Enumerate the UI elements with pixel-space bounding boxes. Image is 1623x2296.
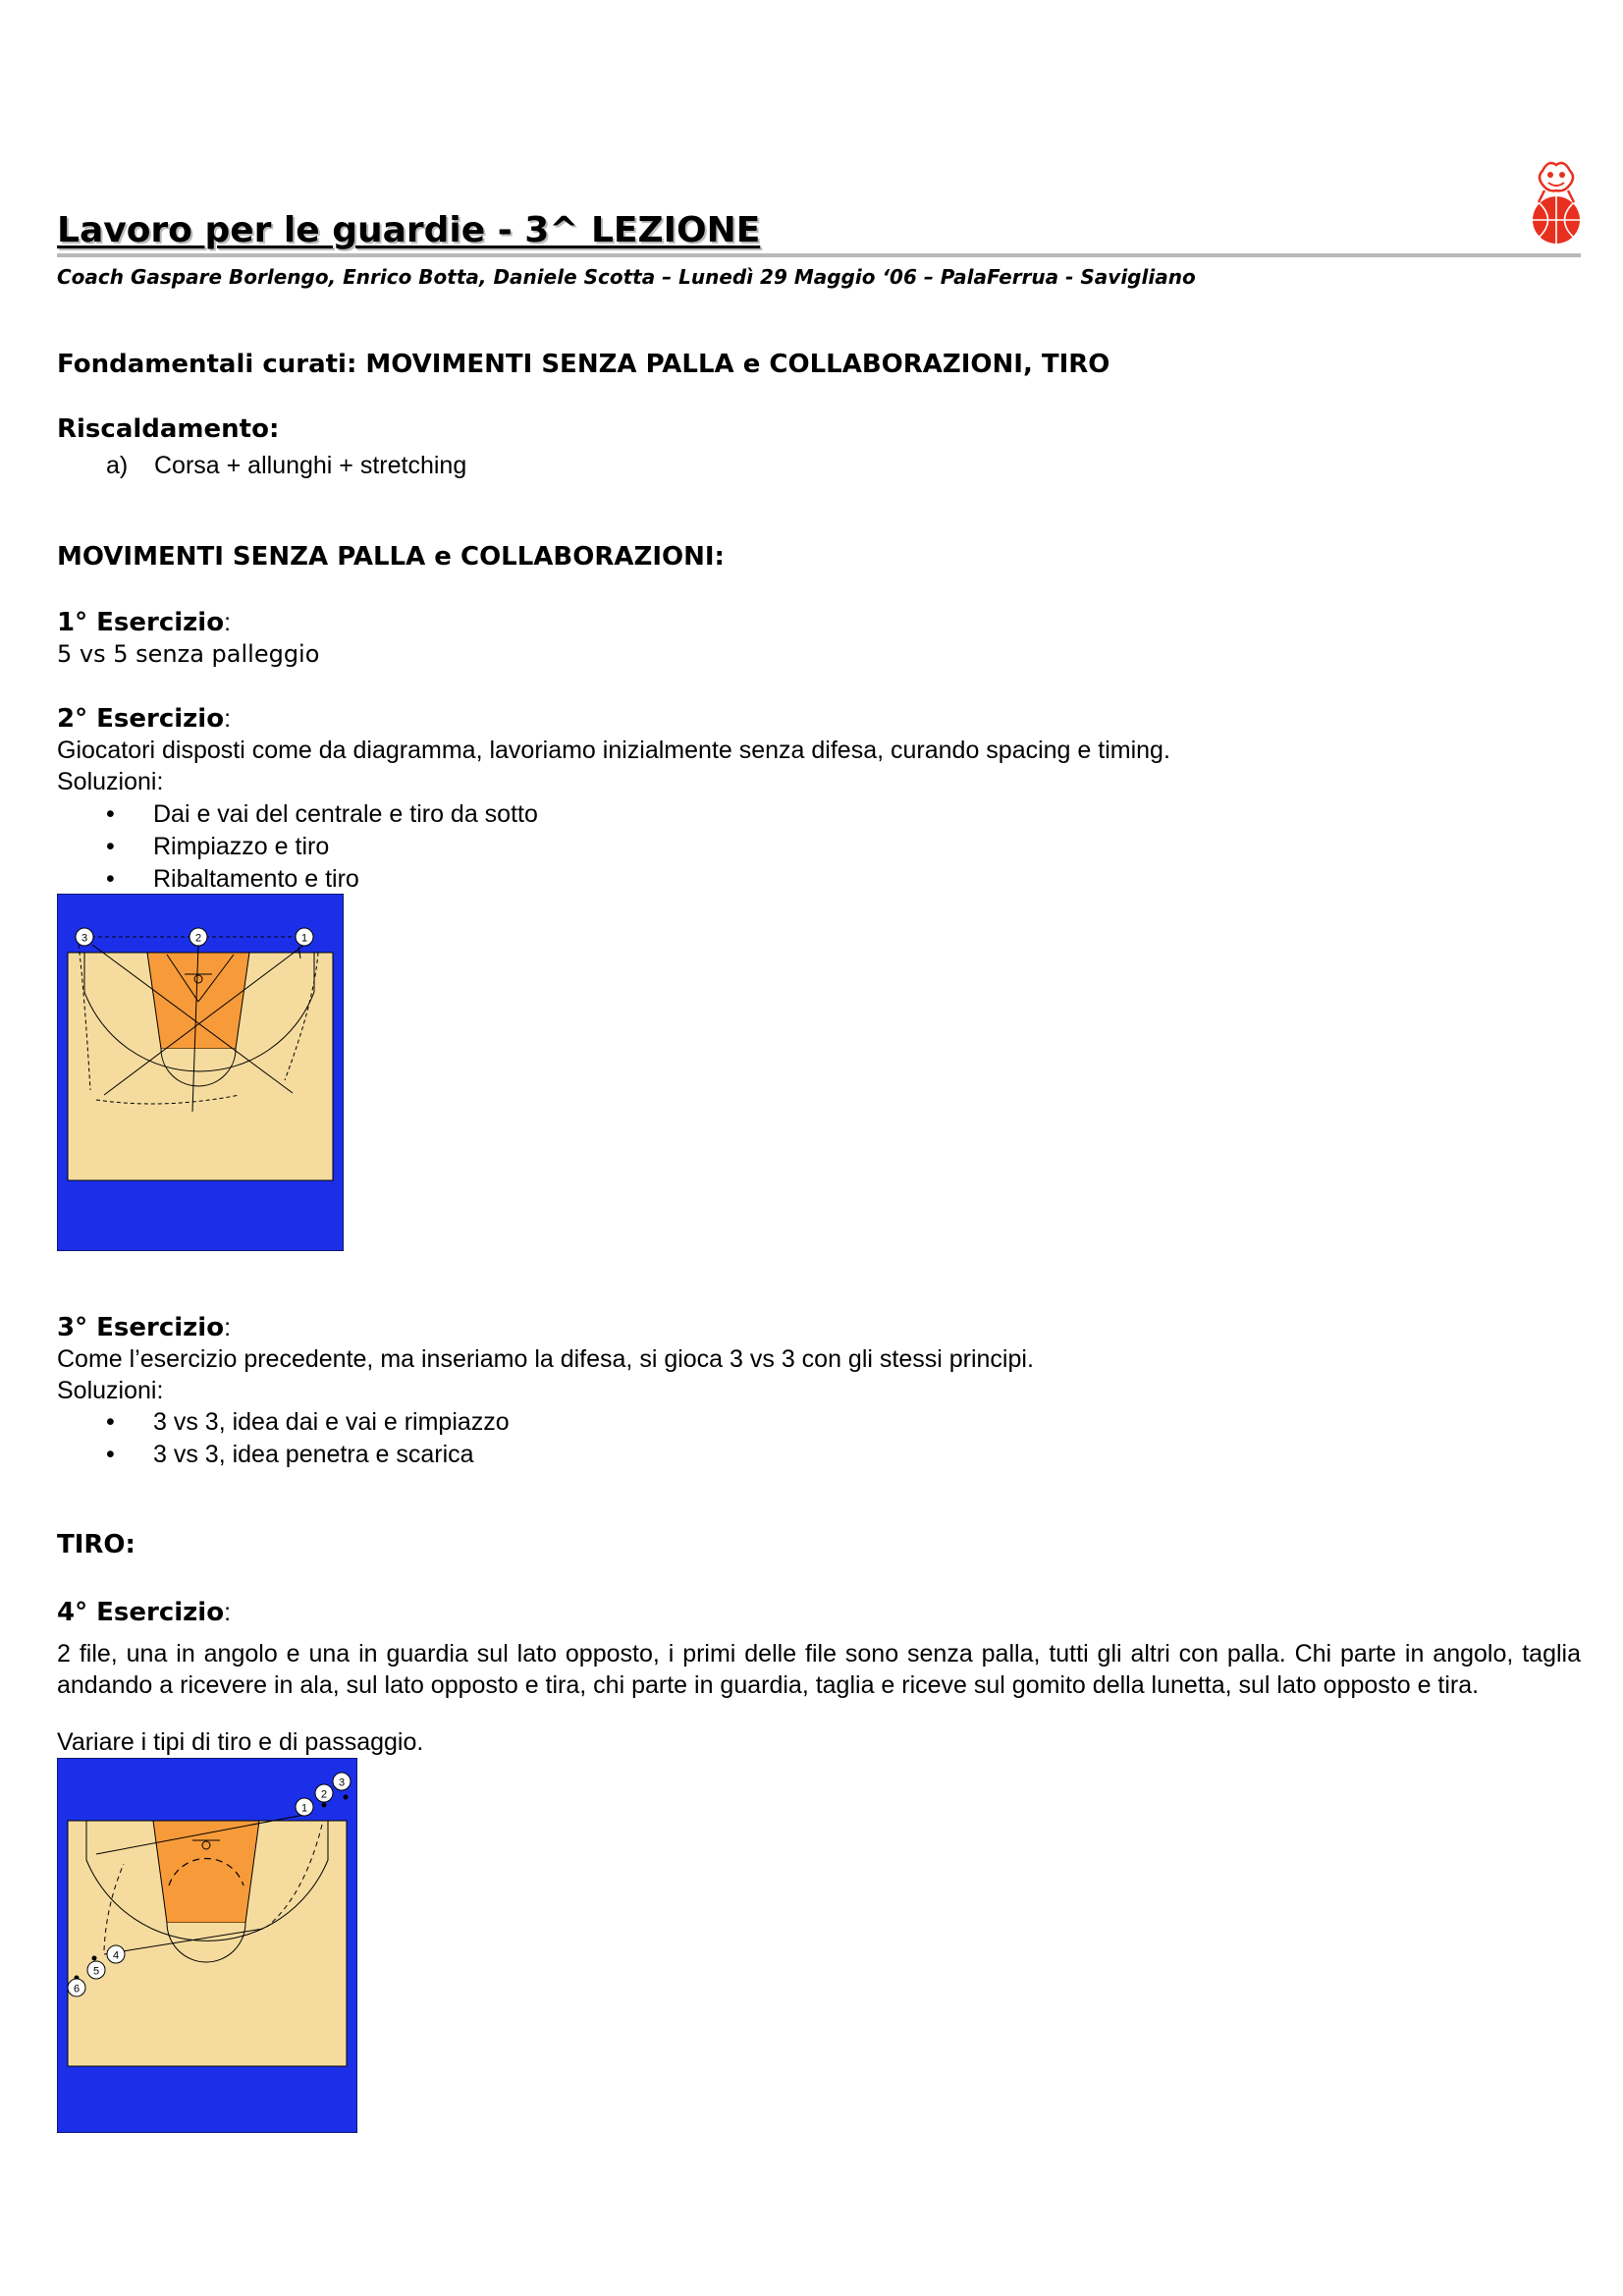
exercise-3-solutions-label: Soluzioni:	[57, 1377, 164, 1404]
player-2-marker	[189, 928, 207, 946]
player-6-marker	[68, 1979, 85, 1996]
svg-text:2: 2	[320, 1788, 328, 1801]
list-item-text: 3 vs 3, idea dai e vai e rimpiazzo	[153, 1408, 510, 1436]
svg-text:5: 5	[92, 1965, 100, 1978]
svg-text:4: 4	[112, 1949, 120, 1962]
list-item	[57, 798, 538, 831]
exercise-4-title: 4° Esercizio	[57, 1598, 225, 1627]
warmup-heading: Riscaldamento:	[57, 414, 280, 444]
exercise-2-solutions-label: Soluzioni:	[57, 768, 164, 795]
bullet-icon: •	[106, 1441, 115, 1468]
exercise-1-title: 1° Esercizio	[57, 608, 225, 637]
exercise-2-colon: :	[224, 705, 232, 733]
exercise-4-text: 2 file, una in angolo e una in guardia sul lato opposto, i primi delle file sono senza palla, tutti gli altri con palla. Chi parte in angolo, taglia andando a ricevere in ala, sul lato opposto e tira, chi parte in guardia, taglia e riceve sul gomito della lunetta, sul lato opposto e tira.	[57, 1640, 1581, 1699]
team-logo-icon	[1527, 155, 1586, 247]
exercise-3-text: Come l’esercizio precedente, ma inseriamo la difesa, si gioca 3 vs 3 con gli stessi principi.	[57, 1345, 1034, 1373]
exercise-4-heading	[57, 1597, 231, 1629]
list-item-text: Dai e vai del centrale e tiro da sotto	[153, 800, 538, 828]
player-3-marker	[76, 928, 93, 946]
player-2-marker	[315, 1784, 333, 1802]
svg-text:2: 2	[194, 932, 202, 945]
court-diagram-exercise-4	[57, 1758, 357, 2133]
exercise-1-heading	[57, 607, 231, 639]
court-diagram-exercise-2	[57, 894, 344, 1251]
page-subtitle: Coach Gaspare Borlengo, Enrico Botta, Daniele Scotta – Lunedì 29 Maggio ‘06 – PalaFerrua - Savigliano	[57, 265, 1196, 289]
list-item-text: Rimpiazzo e tiro	[153, 833, 330, 860]
list-item	[57, 1406, 510, 1439]
exercise-1-text: 5 vs 5 senza palleggio	[57, 640, 320, 668]
exercise-1-colon: :	[224, 609, 232, 636]
svg-text:1: 1	[300, 932, 308, 945]
ball-icon	[92, 1956, 97, 1961]
svg-text:3: 3	[338, 1777, 346, 1789]
player-5-marker	[87, 1961, 105, 1979]
player-4-marker	[107, 1945, 125, 1963]
exercise-4-colon: :	[224, 1599, 232, 1626]
warmup-item-marker: a)	[106, 452, 129, 479]
exercise-4-variation: Variare i tipi di tiro e di passaggio.	[57, 1728, 424, 1756]
list-item	[57, 831, 538, 863]
player-3-marker	[333, 1773, 351, 1790]
svg-text:3: 3	[81, 932, 88, 945]
list-item-text: Ribaltamento e tiro	[153, 865, 359, 893]
exercise-2-solutions-list	[57, 798, 538, 896]
paint-area	[147, 953, 249, 1049]
list-item-text: 3 vs 3, idea penetra e scarica	[153, 1441, 474, 1468]
title-divider	[57, 253, 1581, 257]
page-title: Lavoro per le guardie - 3^ LEZIONE	[57, 210, 761, 250]
ball-icon	[322, 1803, 327, 1808]
exercise-3-title: 3° Esercizio	[57, 1313, 225, 1342]
exercise-3-solutions-list	[57, 1406, 510, 1471]
bullet-icon: •	[106, 833, 115, 860]
bullet-icon: •	[106, 800, 115, 828]
player-1-marker	[296, 1798, 313, 1816]
ball-icon	[344, 1795, 349, 1800]
exercise-2-title: 2° Esercizio	[57, 704, 225, 734]
exercise-2-text: Giocatori disposti come da diagramma, lavoriamo inizialmente senza difesa, curando spacing e timing.	[57, 737, 1170, 764]
section-heading-tiro: TIRO:	[57, 1530, 135, 1559]
section-heading-movimenti: MOVIMENTI SENZA PALLA e COLLABORAZIONI:	[57, 542, 725, 572]
fundamentals-heading: Fondamentali curati: MOVIMENTI SENZA PALLA e COLLABORAZIONI, TIRO	[57, 350, 1110, 379]
list-item	[57, 863, 538, 896]
svg-text:1: 1	[300, 1802, 308, 1815]
svg-text:6: 6	[73, 1983, 81, 1995]
exercise-3-heading	[57, 1312, 231, 1344]
warmup-item-text: Corsa + allunghi + stretching	[154, 452, 467, 479]
bullet-icon: •	[106, 865, 115, 893]
exercise-3-colon: :	[224, 1314, 232, 1341]
player-1-marker	[296, 928, 313, 946]
paint-area	[153, 1821, 259, 1923]
bullet-icon: •	[106, 1408, 115, 1436]
list-item	[57, 1439, 510, 1471]
exercise-2-heading	[57, 703, 231, 736]
